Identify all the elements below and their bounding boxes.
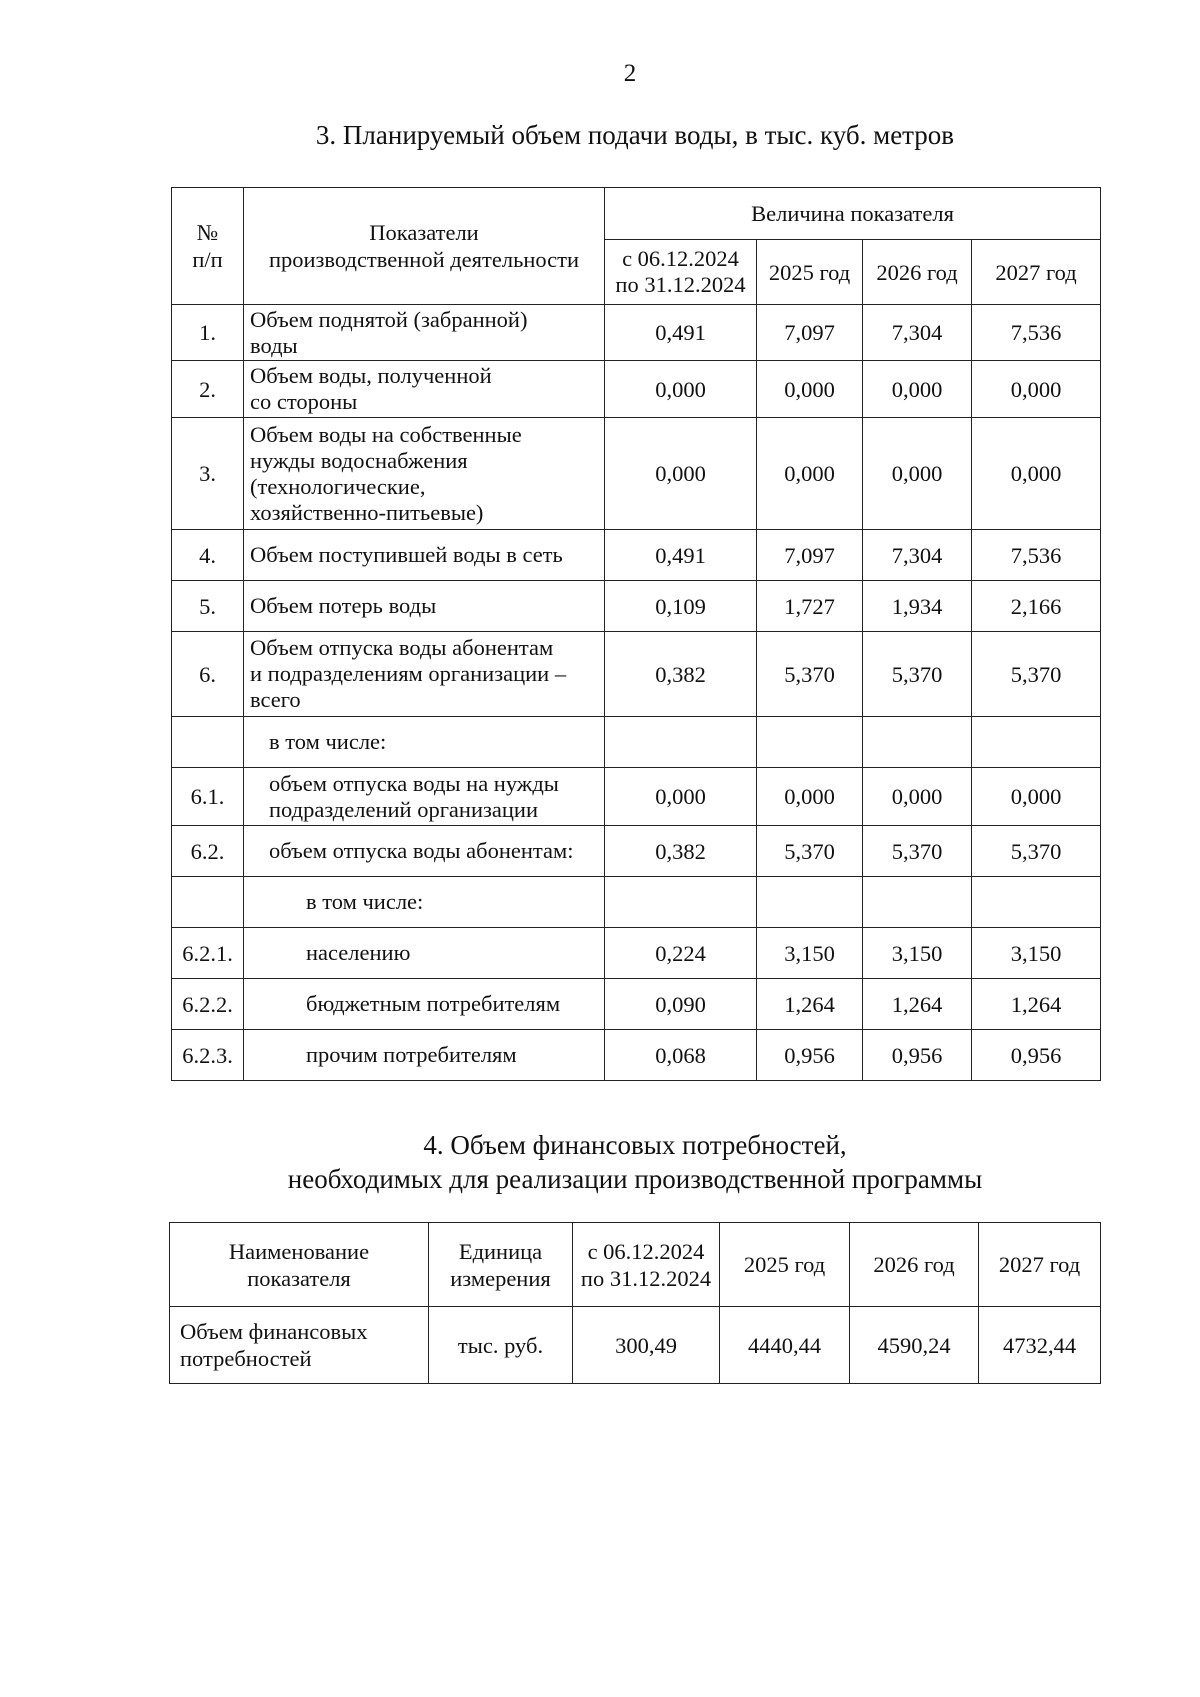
header-period-1: 2025 год xyxy=(720,1223,850,1307)
row-value-1: 5,370 xyxy=(757,826,863,877)
row-number: 6.2.1. xyxy=(172,928,244,979)
header-period-0: с 06.12.2024 по 31.12.2024 xyxy=(573,1223,720,1307)
section4-title-line2: необходимых для реализации производственной программы xyxy=(287,1164,983,1194)
row-value-2 xyxy=(863,717,972,768)
row-value-3: 2,166 xyxy=(972,581,1101,632)
row-label: в том числе: xyxy=(244,717,605,768)
row-label: бюджетным потребителям xyxy=(244,979,605,1030)
row-value-0: 0,491 xyxy=(605,305,757,361)
row-value-0: 0,382 xyxy=(605,632,757,717)
header-indicator-text: Показатели производственной деятельности xyxy=(268,220,580,272)
table-row xyxy=(170,1307,1101,1384)
row-value-2: 4590,24 xyxy=(850,1307,979,1384)
water-supply-table xyxy=(171,187,1101,1081)
row-value-3: 0,000 xyxy=(972,768,1101,826)
row-value-0: 0,109 xyxy=(605,581,757,632)
row-value-1 xyxy=(757,877,863,928)
table-row xyxy=(172,877,1101,928)
row-value-3: 7,536 xyxy=(972,305,1101,361)
row-value-0: 0,382 xyxy=(605,826,757,877)
row-number: 1. xyxy=(172,305,244,361)
row-value-2: 0,000 xyxy=(863,361,972,418)
header-period-2: 2026 год xyxy=(850,1223,979,1307)
header-unit: Единица измерения xyxy=(429,1223,573,1307)
table-row xyxy=(172,581,1101,632)
row-value-1: 0,000 xyxy=(757,768,863,826)
row-value-2: 5,370 xyxy=(863,826,972,877)
header-period-3: 2027 год xyxy=(979,1223,1101,1307)
header-num-text: № п/п xyxy=(192,220,223,272)
row-value-0: 0,000 xyxy=(605,768,757,826)
table-row xyxy=(172,928,1101,979)
row-value-2: 7,304 xyxy=(863,305,972,361)
row-value-0: 0,068 xyxy=(605,1030,757,1081)
row-value-0: 0,090 xyxy=(605,979,757,1030)
table-row xyxy=(172,530,1101,581)
row-value-3: 0,000 xyxy=(972,418,1101,530)
row-label: объем отпуска воды на нужды подразделений организации xyxy=(244,768,605,826)
row-label: Объем финансовых потребностей xyxy=(170,1307,429,1384)
row-value-3: 7,536 xyxy=(972,530,1101,581)
row-value-0: 0,491 xyxy=(605,530,757,581)
header-value-group: Величина показателя xyxy=(605,188,1101,240)
page-number: 2 xyxy=(623,60,637,87)
row-value-3: 1,264 xyxy=(972,979,1101,1030)
row-value-1: 1,727 xyxy=(757,581,863,632)
header-indicator xyxy=(244,188,605,305)
row-value-3: 0,956 xyxy=(972,1030,1101,1081)
row-unit: тыс. руб. xyxy=(429,1307,573,1384)
row-value-0: 0,224 xyxy=(605,928,757,979)
row-value-2: 1,934 xyxy=(863,581,972,632)
row-value-1: 4440,44 xyxy=(720,1307,850,1384)
row-number: 6.2.3. xyxy=(172,1030,244,1081)
row-value-0: 0,000 xyxy=(605,418,757,530)
row-value-3: 5,370 xyxy=(972,826,1101,877)
row-value-1 xyxy=(757,717,863,768)
row-value-1: 0,000 xyxy=(757,418,863,530)
section4-title-line1: 4. Объем финансовых потребностей, xyxy=(423,1130,847,1160)
row-value-2 xyxy=(863,877,972,928)
table-row xyxy=(172,1030,1101,1081)
table-header-row xyxy=(172,188,1101,240)
table-header-row xyxy=(170,1223,1101,1307)
row-value-1: 1,264 xyxy=(757,979,863,1030)
row-number: 6.2.2. xyxy=(172,979,244,1030)
row-value-2: 5,370 xyxy=(863,632,972,717)
row-number xyxy=(172,877,244,928)
row-number: 6.2. xyxy=(172,826,244,877)
table-row xyxy=(172,717,1101,768)
row-label: Объем отпуска воды абонентам и подразделениям организации – всего xyxy=(244,632,605,717)
row-label: Объем воды, полученной со стороны xyxy=(244,361,605,418)
row-value-2: 0,000 xyxy=(863,418,972,530)
row-label: в том числе: xyxy=(244,877,605,928)
row-value-0: 300,49 xyxy=(573,1307,720,1384)
table-row xyxy=(172,305,1101,361)
row-value-1: 0,000 xyxy=(757,361,863,418)
table-row xyxy=(172,418,1101,530)
header-name: Наименование показателя xyxy=(170,1223,429,1307)
header-period-1: 2025 год xyxy=(757,240,863,305)
row-value-2: 7,304 xyxy=(863,530,972,581)
row-value-0 xyxy=(605,717,757,768)
row-value-3: 3,150 xyxy=(972,928,1101,979)
row-number: 2. xyxy=(172,361,244,418)
row-number: 3. xyxy=(172,418,244,530)
row-value-3 xyxy=(972,717,1101,768)
table-row xyxy=(172,979,1101,1030)
row-value-3: 0,000 xyxy=(972,361,1101,418)
section4-title xyxy=(0,1128,1200,1196)
row-number: 4. xyxy=(172,530,244,581)
financial-needs-table xyxy=(169,1222,1101,1384)
row-value-0: 0,000 xyxy=(605,361,757,418)
row-value-2: 0,956 xyxy=(863,1030,972,1081)
row-label: Объем поднятой (забранной) воды xyxy=(244,305,605,361)
row-label: Объем поступившей воды в сеть xyxy=(244,530,605,581)
section3-title: 3. Планируемый объем подачи воды, в тыс. куб. метров xyxy=(315,120,955,150)
table-row xyxy=(172,632,1101,717)
row-label: прочим потребителям xyxy=(244,1030,605,1081)
row-number xyxy=(172,717,244,768)
row-label: населению xyxy=(244,928,605,979)
row-value-2: 0,000 xyxy=(863,768,972,826)
header-num xyxy=(172,188,244,305)
header-period-3: 2027 год xyxy=(972,240,1101,305)
row-value-3 xyxy=(972,877,1101,928)
row-label: Объем потерь воды xyxy=(244,581,605,632)
row-label: объем отпуска воды абонентам: xyxy=(244,826,605,877)
header-period-2: 2026 год xyxy=(863,240,972,305)
row-number: 6. xyxy=(172,632,244,717)
row-number: 5. xyxy=(172,581,244,632)
row-value-1: 7,097 xyxy=(757,305,863,361)
row-value-1: 7,097 xyxy=(757,530,863,581)
row-value-1: 3,150 xyxy=(757,928,863,979)
table-row xyxy=(172,826,1101,877)
row-value-2: 1,264 xyxy=(863,979,972,1030)
row-value-3: 5,370 xyxy=(972,632,1101,717)
row-value-3: 4732,44 xyxy=(979,1307,1101,1384)
table-row xyxy=(172,768,1101,826)
row-label: Объем воды на собственные нужды водоснабжения (технологические, хозяйственно-питьевые) xyxy=(244,418,605,530)
row-value-1: 0,956 xyxy=(757,1030,863,1081)
row-value-0 xyxy=(605,877,757,928)
row-value-1: 5,370 xyxy=(757,632,863,717)
row-value-2: 3,150 xyxy=(863,928,972,979)
table-row xyxy=(172,361,1101,418)
header-period-0: с 06.12.2024 по 31.12.2024 xyxy=(605,240,757,305)
row-number: 6.1. xyxy=(172,768,244,826)
